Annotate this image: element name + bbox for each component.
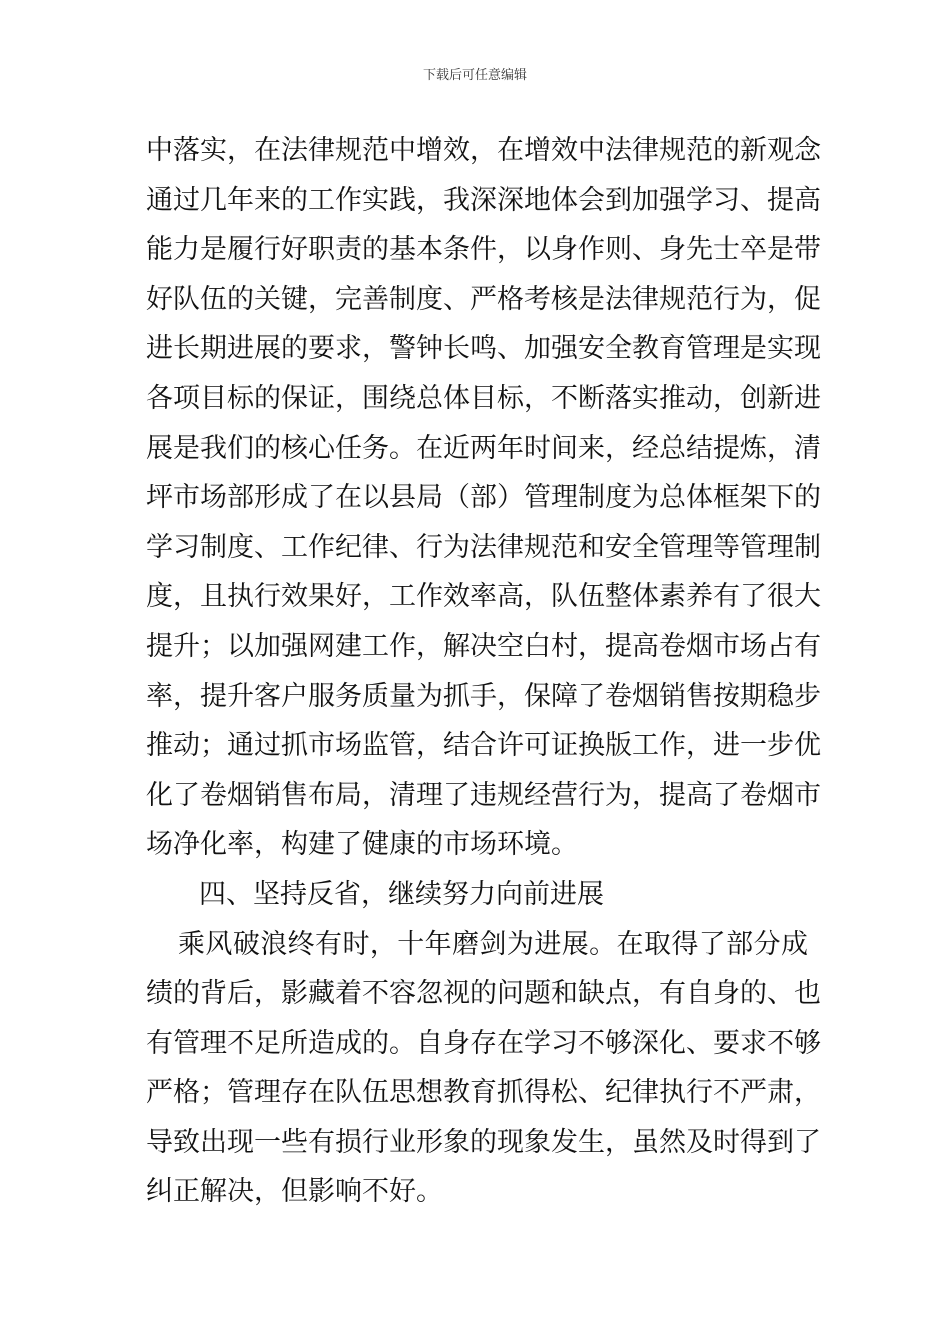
- text-line: 各项目标的保证，围绕总体目标，不断落实推动，创新进: [146, 382, 821, 414]
- text-line: 能力是履行好职责的基本条件，以身作则、身先士卒是带: [146, 234, 821, 266]
- text-line: 进长期进展的要求，警钟长鸣、加强安全教育管理是实现: [146, 333, 821, 365]
- text-line: 率，提升客户服务质量为抓手，保障了卷烟销售按期稳步: [146, 680, 821, 712]
- text-line: 坪市场部形成了在以县局（部）管理制度为总体框架下的: [146, 482, 821, 514]
- document-body: [146, 126, 821, 1217]
- text-line: 学习制度、工作纪律、行为法律规范和安全管理等管理制: [146, 531, 821, 563]
- text-line: 导致出现一些有损行业形象的现象发生，虽然及时得到了: [146, 1126, 821, 1158]
- text-line: 乘风破浪终有时，十年磨剑为进展。在取得了部分成: [178, 928, 808, 960]
- text-line: 严格；管理存在队伍思想教育抓得松、纪律执行不严肃，: [146, 1077, 821, 1109]
- text-line: 推动；通过抓市场监管，结合许可证换版工作，进一步优: [146, 730, 821, 762]
- text-line: 展是我们的核心任务。在近两年时间来，经总结提炼，清: [146, 432, 821, 464]
- text-line: 场净化率，构建了健康的市场环境。: [146, 829, 578, 861]
- text-line: 度，且执行效果好，工作效率高，队伍整体素养有了很大: [146, 581, 821, 613]
- page-header: 下载后可任意编辑: [422, 68, 527, 83]
- text-line: 绩的背后，影藏着不容忽视的问题和缺点，有自身的、也: [146, 978, 821, 1010]
- section-heading: 四、坚持反省，继续努力向前进展: [199, 878, 604, 910]
- text-line: 有管理不足所造成的。自身存在学习不够深化、要求不够: [146, 1027, 821, 1059]
- text-line: 通过几年来的工作实践，我深深地体会到加强学习、提高: [146, 184, 821, 216]
- text-line: 中落实，在法律规范中增效，在增效中法律规范的新观念: [146, 135, 821, 166]
- text-line: 纠正解决，但影响不好。: [146, 1176, 443, 1208]
- text-line: 化了卷烟销售布局，清理了违规经营行为，提高了卷烟市: [146, 779, 821, 811]
- text-line: 好队伍的关键，完善制度、严格考核是法律规范行为，促: [146, 283, 821, 315]
- text-line: 提升；以加强网建工作，解决空白村，提高卷烟市场占有: [146, 630, 821, 662]
